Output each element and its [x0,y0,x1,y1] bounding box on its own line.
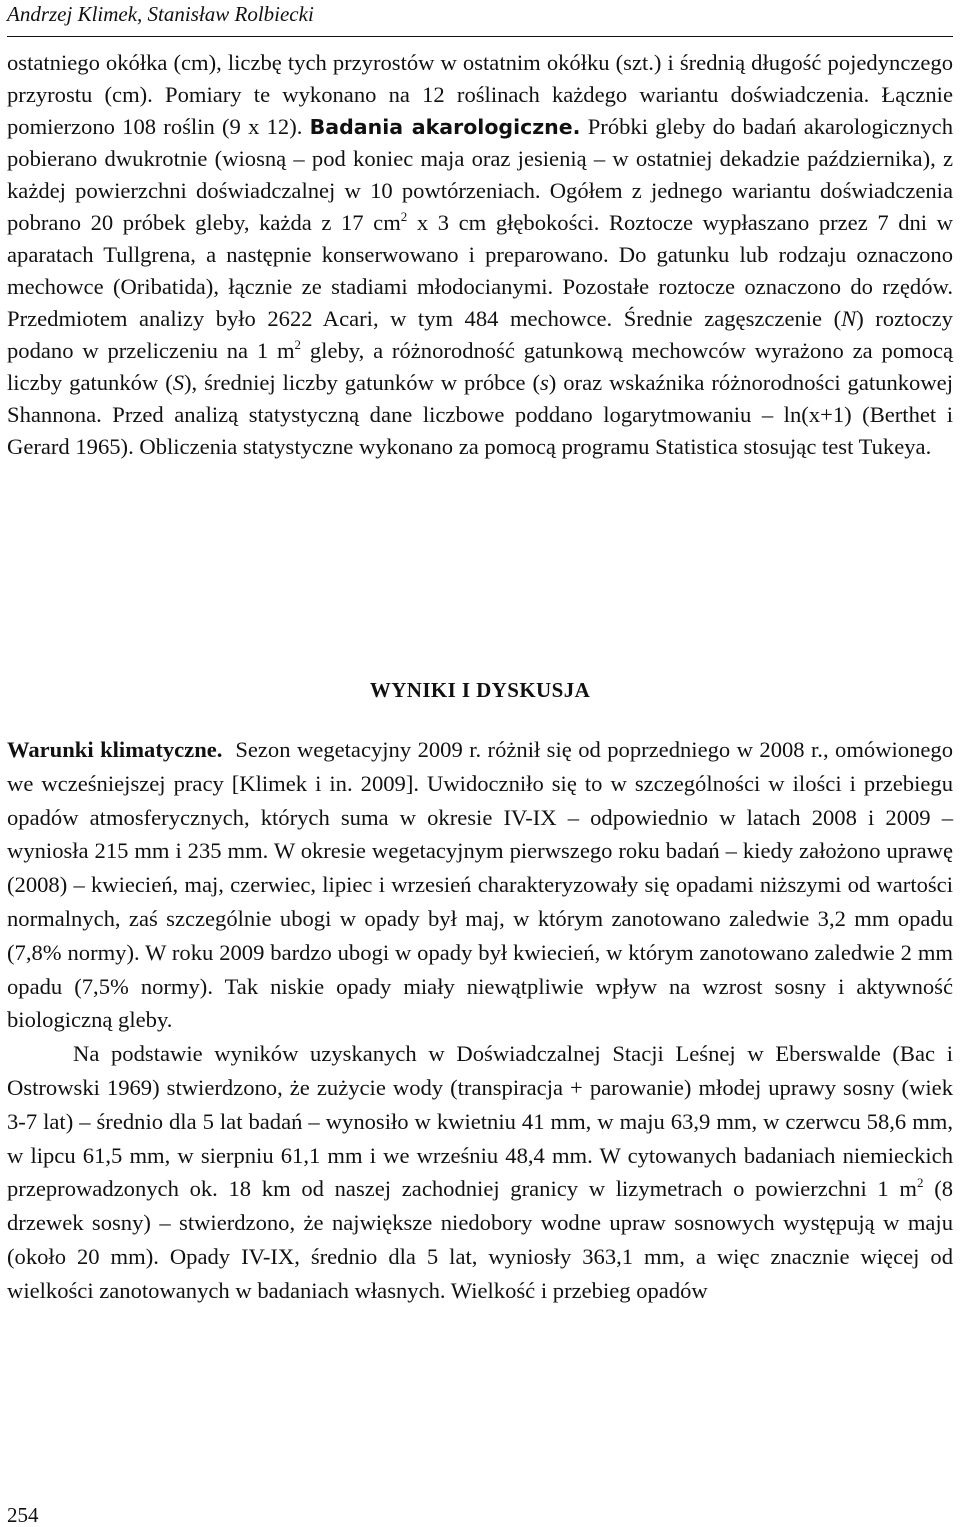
methods-text-4: Średnie zagęszczenie ( [623,306,842,331]
methods-text-5: ) roztoczy podano w przeliczeniu na 1 m [7,306,953,363]
methods-text-3: x 3 cm głębokości. Roztocze wypłaszano przez 7 dni w aparatach Tullgrena, a następnie konserwowano i preparowano. Do gatunku lub rodzaju oznaczono mechowce (Oribatida), łącznie ze stadiami młodocianymi. Pozostałe roztocze oznaczono do rzędów. Przedmiotem analizy było 2622 Acari, w tym 484 mechowce. [7,210,953,331]
header-rule [7,36,953,37]
results-section [7,733,953,1308]
results-paragraph-1 [7,733,953,1037]
section-heading: WYNIKI I DYSKUSJA [369,678,591,702]
climate-heading: Warunki klimatyczne. [7,737,223,762]
results-text-2a: Na podstawie wyników uzyskanych w Doświadczalnej Stacji Leśnej w Eberswalde (Bac i Ostrowski 1969) stwierdzono, że zużycie wody (transpiracja + parowanie) młodej uprawy sosny (wiek 3-7 lat) – średnio dla 5 lat badań – wynosiło w kwietniu 41 mm, w maju 63,9 mm, w czerwcu 58,6 mm, w lipcu 61,5 mm, w sierpniu 61,1 mm i we wrześniu 48,4 mm. W cytowanych badaniach niemieckich przeprowadzonych ok. 18 km od naszej zachodniej granicy w lizymetrach o powierzchni 1 m [7,1041,953,1202]
methods-section [7,47,953,657]
methods-paragraph [7,47,953,657]
variable-s-lower: s [539,370,549,395]
methods-text-7: ), średniej liczby gatunków w próbce ( [184,370,540,395]
superscript-c: 2 [916,1175,924,1191]
methods-text-2: Próbki gleby do badań akarologicznych pobierano dwukrotnie (wiosną – pod koniec maja oraz jesienią – w ostatniej dekadzie października), z każdej powierzchni doświadczalnej w 10 powtórzeniach. Ogółem z jednego wariantu doświadczenia pobrano 20 próbek gleby, każda z 17 cm [7,114,954,235]
superscript-b: 2 [294,336,302,352]
document-page [7,0,953,1527]
methods-text-6: gleby, a różnorodność gatunkową mechowców wyrażono za pomocą liczby gatunków ( [7,338,954,395]
superscript-a: 2 [400,208,408,224]
running-head: Andrzej Klimek, Stanisław Rolbiecki [7,2,314,26]
results-text-1: Sezon wegetacyjny 2009 r. różnił się od poprzedniego w 2008 r., omówionego we wcześniejszej pracy [Klimek i in. 2009]. Uwidoczniło się to w szczególności w ilości i przebiegu opadów atmosferycznych, których suma w okresie IV-IX – odpowiednio w latach 2008 i 2009 – wyniosła 215 mm i 235 mm. W okresie wegetacyjnym pierwszego roku badań – kiedy założono uprawę (2008) – kwiecień, maj, czerwiec, lipiec i wrzesień charakteryzowały się opadami niższymi od wartości normalnych, zaś szczególnie ubogi w opady był maj, w którym zanotowano zaledwie 3,2 mm opadu (7,8% normy). W roku 2009 bardzo ubogi w opady był kwiecień, w którym zanotowano zaledwie 2 mm opadu (7,5% normy). Tak niskie opady miały niewątpliwie wpływ na wzrost sosny i aktywność biologiczną gleby. [7,737,953,1033]
variable-s-upper: S [172,370,185,395]
acarology-heading: Badania akarologiczne. [309,115,581,139]
methods-text-1: ostatniego okółka (cm), liczbę tych przyrostów w ostatnim okółku (szt.) i średnią długość pojedynczego przyrostu (cm). Pomiary te wykonano na 12 roślinach każdego wariantu doświadczenia. Łącznie pomierzono 108 roślin (9 x 12). [7,50,953,139]
results-text-2b: (8 drzewek sosny) – stwierdzono, że największe niedobory wodne upraw sosnowych występują w maju (około 20 mm). Opady IV-IX, średnio dla 5 lat, wyniosły 363,1 mm, a więc znacznie więcej od wielkości zanotowanych w badaniach własnych. Wielkość i przebieg opadów [7,1176,954,1303]
methods-text-8: ) oraz wskaźnika różnorodności gatunkowej Shannona. Przed analizą statystyczną dane liczbowe poddano logarytmowaniu – ln(x+1) (Berthet i Gerard 1965). Obliczenia statystyczne wykonano za pomocą programu Statistica stosując test Tukeya. [7,370,953,459]
variable-n: N [841,306,857,331]
page-number: 254 [7,1503,39,1527]
results-paragraph-2 [7,1037,953,1307]
